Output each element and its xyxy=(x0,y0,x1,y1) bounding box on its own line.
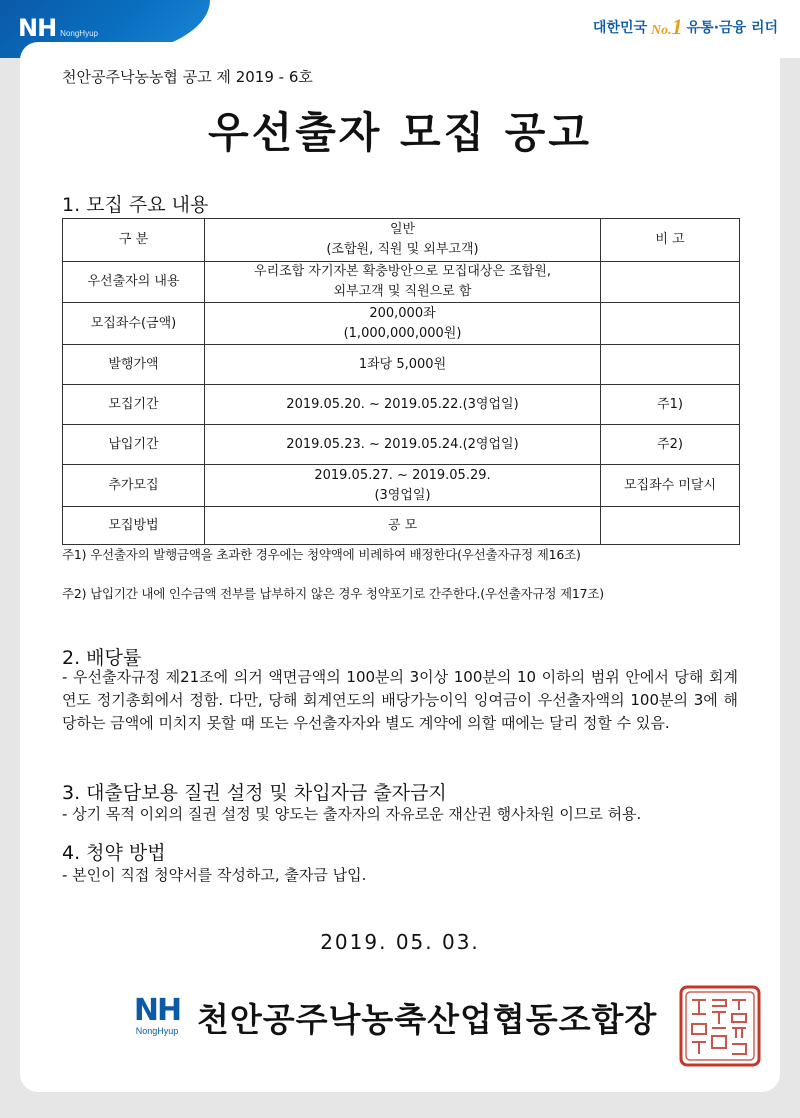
section-4-text: - 본인이 직접 청약서를 작성하고, 출자금 납입. xyxy=(62,866,367,884)
slogan xyxy=(593,14,778,40)
section-1-title: 1. 모집 주요 내용 xyxy=(62,194,209,216)
section-3-title: 3. 대출담보용 질권 설정 및 차입자금 출자금지 xyxy=(62,782,447,804)
row-note: 모집좌수 미달시 xyxy=(601,465,740,507)
recruitment-table xyxy=(62,218,740,545)
row-value: 우리조합 자기자본 확충방안으로 모집대상은 조합원, 외부고객 및 직원으로 함 xyxy=(205,262,601,303)
row-label: 납입기간 xyxy=(63,425,205,465)
table-row xyxy=(63,425,740,465)
row-label: 모집기간 xyxy=(63,385,205,425)
section-2-text: - 우선출자규정 제21조에 의거 액면금액의 100분의 3이상 100분의 10 이하의 범위 안에서 당해 회계연도 정기총회에서 정함. 다만, 당해 회계연도의 배당가능이익 잉여금이 우선출자액의 100분의 3에 해당하는 금액에 미치지 못할 때 또는 우선출자자와 별도 계약에 의할 때에는 달리 정할 수 있음. xyxy=(62,668,738,732)
table-header-row xyxy=(63,219,740,262)
slogan-left: 대한민국 xyxy=(592,20,648,36)
footnote-2: 주2) 납입기간 내에 인수금액 전부를 납부하지 않은 경우 청약포기로 간주한다.(우선출자규정 제17조) xyxy=(62,586,604,601)
table-row xyxy=(63,262,740,303)
row-note xyxy=(601,262,740,303)
nh-logo-footer-text: NH xyxy=(133,993,181,1028)
row-value: 200,000좌 (1,000,000,000원) xyxy=(205,303,601,345)
official-seal-icon xyxy=(678,984,762,1068)
row-value: 공 모 xyxy=(205,507,601,545)
section-2-title: 2. 배당률 xyxy=(62,647,142,669)
table-row xyxy=(63,385,740,425)
nh-logo-text: NH xyxy=(18,14,57,42)
row-note xyxy=(601,303,740,345)
row-value: 2019.05.20. ~ 2019.05.22.(3영업일) xyxy=(205,385,601,425)
footnote-1: 주1) 우선출자의 발행금액을 초과한 경우에는 청약액에 비례하여 배정한다(우선출자규정 제16조) xyxy=(62,547,581,562)
notice-date: 2019. 05. 03. xyxy=(320,930,480,954)
slogan-right: 유통·금융 리더 xyxy=(686,20,778,36)
nh-logo-subtext: NongHyup xyxy=(60,29,98,38)
section-3-text: - 상기 목적 이외의 질권 설정 및 양도는 출자자의 자유로운 재산권 행사차원 이므로 허용. xyxy=(62,805,642,823)
table-row xyxy=(63,465,740,507)
nh-logo xyxy=(18,14,98,42)
row-note xyxy=(601,507,740,545)
table-row xyxy=(63,345,740,385)
row-value: 2019.05.27. ~ 2019.05.29. (3영업일) xyxy=(205,465,601,507)
row-note: 주1) xyxy=(601,385,740,425)
notice-number: 천안공주낙농농협 공고 제 2019 - 6호 xyxy=(62,68,313,86)
nh-logo-footer xyxy=(124,993,190,1036)
section-4-title: 4. 청약 방법 xyxy=(62,842,166,864)
row-label: 모집방법 xyxy=(63,507,205,545)
header-cell-category: 구 분 xyxy=(63,219,205,262)
table-row xyxy=(63,507,740,545)
row-value: 1좌당 5,000원 xyxy=(205,345,601,385)
slogan-no1: No.1 xyxy=(651,14,683,39)
page-title: 우선출자 모집 공고 xyxy=(208,108,592,157)
row-label: 추가모집 xyxy=(63,465,205,507)
row-note xyxy=(601,345,740,385)
row-label: 모집좌수(금액) xyxy=(63,303,205,345)
row-note: 주2) xyxy=(601,425,740,465)
nh-logo-footer-subtext: NongHyup xyxy=(135,1026,179,1036)
row-value: 2019.05.23. ~ 2019.05.24.(2영업일) xyxy=(205,425,601,465)
row-label: 우선출자의 내용 xyxy=(63,262,205,303)
table-row xyxy=(63,303,740,345)
organization-name: 천안공주낙농축산업협동조합장 xyxy=(197,1000,658,1039)
header-cell-remarks: 비 고 xyxy=(601,219,740,262)
header-cell-general: 일반 (조합원, 직원 및 외부고객) xyxy=(205,219,601,262)
row-label: 발행가액 xyxy=(63,345,205,385)
